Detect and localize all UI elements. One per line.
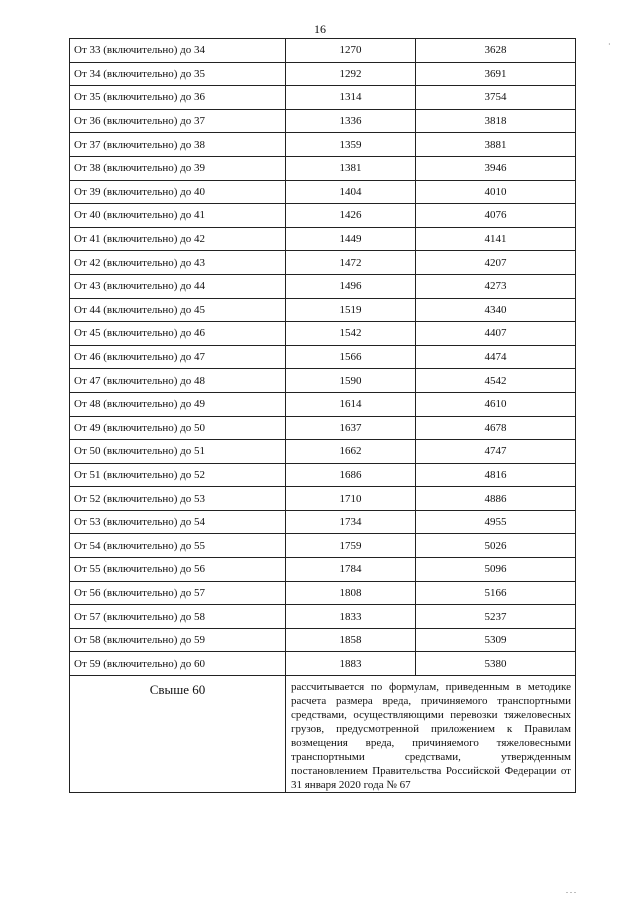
- table-row: [70, 652, 576, 676]
- value-1-cell: 1542: [286, 322, 416, 346]
- value-2-cell: 4886: [416, 487, 576, 511]
- value-1-cell: 1759: [286, 534, 416, 558]
- table-row: [70, 440, 576, 464]
- value-2-cell: 5166: [416, 581, 576, 605]
- range-cell: От 33 (включительно) до 34: [70, 39, 286, 63]
- value-2-cell: 5096: [416, 558, 576, 582]
- value-1-cell: 1784: [286, 558, 416, 582]
- value-1-cell: 1808: [286, 581, 416, 605]
- value-1-cell: 1292: [286, 62, 416, 86]
- value-2-cell: 3818: [416, 109, 576, 133]
- value-1-cell: 1566: [286, 345, 416, 369]
- table-row: [70, 62, 576, 86]
- scan-dot: . . .: [566, 886, 576, 895]
- value-2-cell: 4816: [416, 463, 576, 487]
- range-cell: От 57 (включительно) до 58: [70, 605, 286, 629]
- table-row: [70, 628, 576, 652]
- value-2-cell: 4010: [416, 180, 576, 204]
- range-cell: От 37 (включительно) до 38: [70, 133, 286, 157]
- range-cell: От 58 (включительно) до 59: [70, 628, 286, 652]
- value-1-cell: 1734: [286, 510, 416, 534]
- table-row: [70, 558, 576, 582]
- table-row: [70, 227, 576, 251]
- value-2-cell: 4610: [416, 392, 576, 416]
- range-cell: От 52 (включительно) до 53: [70, 487, 286, 511]
- table-row: [70, 392, 576, 416]
- value-1-cell: 1686: [286, 463, 416, 487]
- table-row: [70, 322, 576, 346]
- table-row: [70, 251, 576, 275]
- over-60-note: рассчитывается по формулам, приведенным в методике расчета размера вреда, причиняемого транспортными средствами, осуществляющими перевозки тяжеловесных грузов, предусмотренной приложением к Правилам возмещения вреда, причиняемого тяжеловесными транспортными средствами, утвержденным постановлением Правительства Российской Федерации от 31 января 2020 года № 67: [286, 676, 576, 793]
- value-1-cell: 1381: [286, 156, 416, 180]
- value-2-cell: 5237: [416, 605, 576, 629]
- tariff-table-body: [70, 39, 576, 793]
- value-2-cell: 4207: [416, 251, 576, 275]
- value-1-cell: 1496: [286, 274, 416, 298]
- table-row: [70, 369, 576, 393]
- range-cell: От 46 (включительно) до 47: [70, 345, 286, 369]
- range-cell: От 50 (включительно) до 51: [70, 440, 286, 464]
- scan-dot: ·: [608, 40, 611, 49]
- range-cell: От 38 (включительно) до 39: [70, 156, 286, 180]
- table-row: [70, 204, 576, 228]
- table-row: [70, 487, 576, 511]
- value-1-cell: 1449: [286, 227, 416, 251]
- range-cell: От 35 (включительно) до 36: [70, 86, 286, 110]
- value-2-cell: 4141: [416, 227, 576, 251]
- table-row: [70, 605, 576, 629]
- range-cell: От 36 (включительно) до 37: [70, 109, 286, 133]
- range-cell: От 41 (включительно) до 42: [70, 227, 286, 251]
- table-row: [70, 581, 576, 605]
- value-2-cell: 4340: [416, 298, 576, 322]
- value-1-cell: 1590: [286, 369, 416, 393]
- value-2-cell: 3754: [416, 86, 576, 110]
- range-cell: От 56 (включительно) до 57: [70, 581, 286, 605]
- value-1-cell: 1426: [286, 204, 416, 228]
- table-row: [70, 345, 576, 369]
- table-row: [70, 534, 576, 558]
- range-cell: От 40 (включительно) до 41: [70, 204, 286, 228]
- range-cell: От 54 (включительно) до 55: [70, 534, 286, 558]
- value-1-cell: 1833: [286, 605, 416, 629]
- range-cell: От 49 (включительно) до 50: [70, 416, 286, 440]
- range-cell: От 51 (включительно) до 52: [70, 463, 286, 487]
- range-cell: От 55 (включительно) до 56: [70, 558, 286, 582]
- value-2-cell: 5380: [416, 652, 576, 676]
- value-1-cell: 1637: [286, 416, 416, 440]
- value-1-cell: 1614: [286, 392, 416, 416]
- table-row-over-60: [70, 676, 576, 793]
- value-2-cell: 4474: [416, 345, 576, 369]
- table-row: [70, 86, 576, 110]
- table-row: [70, 133, 576, 157]
- over-60-label: Свыше 60: [70, 676, 286, 793]
- value-2-cell: 3628: [416, 39, 576, 63]
- value-2-cell: 4273: [416, 274, 576, 298]
- page-number: 16: [314, 22, 326, 36]
- table-row: [70, 510, 576, 534]
- value-1-cell: 1404: [286, 180, 416, 204]
- value-1-cell: 1710: [286, 487, 416, 511]
- value-2-cell: 4076: [416, 204, 576, 228]
- range-cell: От 34 (включительно) до 35: [70, 62, 286, 86]
- value-2-cell: 4678: [416, 416, 576, 440]
- tariff-table: [69, 38, 576, 793]
- table-row: [70, 39, 576, 63]
- range-cell: От 39 (включительно) до 40: [70, 180, 286, 204]
- value-2-cell: 4542: [416, 369, 576, 393]
- table-row: [70, 463, 576, 487]
- range-cell: От 48 (включительно) до 49: [70, 392, 286, 416]
- value-1-cell: 1336: [286, 109, 416, 133]
- range-cell: От 45 (включительно) до 46: [70, 322, 286, 346]
- value-1-cell: 1858: [286, 628, 416, 652]
- range-cell: От 47 (включительно) до 48: [70, 369, 286, 393]
- value-1-cell: 1519: [286, 298, 416, 322]
- range-cell: От 44 (включительно) до 45: [70, 298, 286, 322]
- range-cell: От 42 (включительно) до 43: [70, 251, 286, 275]
- table-row: [70, 274, 576, 298]
- value-2-cell: 5026: [416, 534, 576, 558]
- value-1-cell: 1472: [286, 251, 416, 275]
- table-row: [70, 109, 576, 133]
- table-row: [70, 298, 576, 322]
- value-2-cell: 3691: [416, 62, 576, 86]
- value-2-cell: 5309: [416, 628, 576, 652]
- value-2-cell: 4747: [416, 440, 576, 464]
- value-1-cell: 1883: [286, 652, 416, 676]
- table-row: [70, 156, 576, 180]
- value-1-cell: 1662: [286, 440, 416, 464]
- range-cell: От 53 (включительно) до 54: [70, 510, 286, 534]
- value-2-cell: 3946: [416, 156, 576, 180]
- value-1-cell: 1359: [286, 133, 416, 157]
- range-cell: От 43 (включительно) до 44: [70, 274, 286, 298]
- value-2-cell: 4955: [416, 510, 576, 534]
- value-1-cell: 1314: [286, 86, 416, 110]
- value-1-cell: 1270: [286, 39, 416, 63]
- range-cell: От 59 (включительно) до 60: [70, 652, 286, 676]
- value-2-cell: 4407: [416, 322, 576, 346]
- value-2-cell: 3881: [416, 133, 576, 157]
- table-row: [70, 416, 576, 440]
- table-row: [70, 180, 576, 204]
